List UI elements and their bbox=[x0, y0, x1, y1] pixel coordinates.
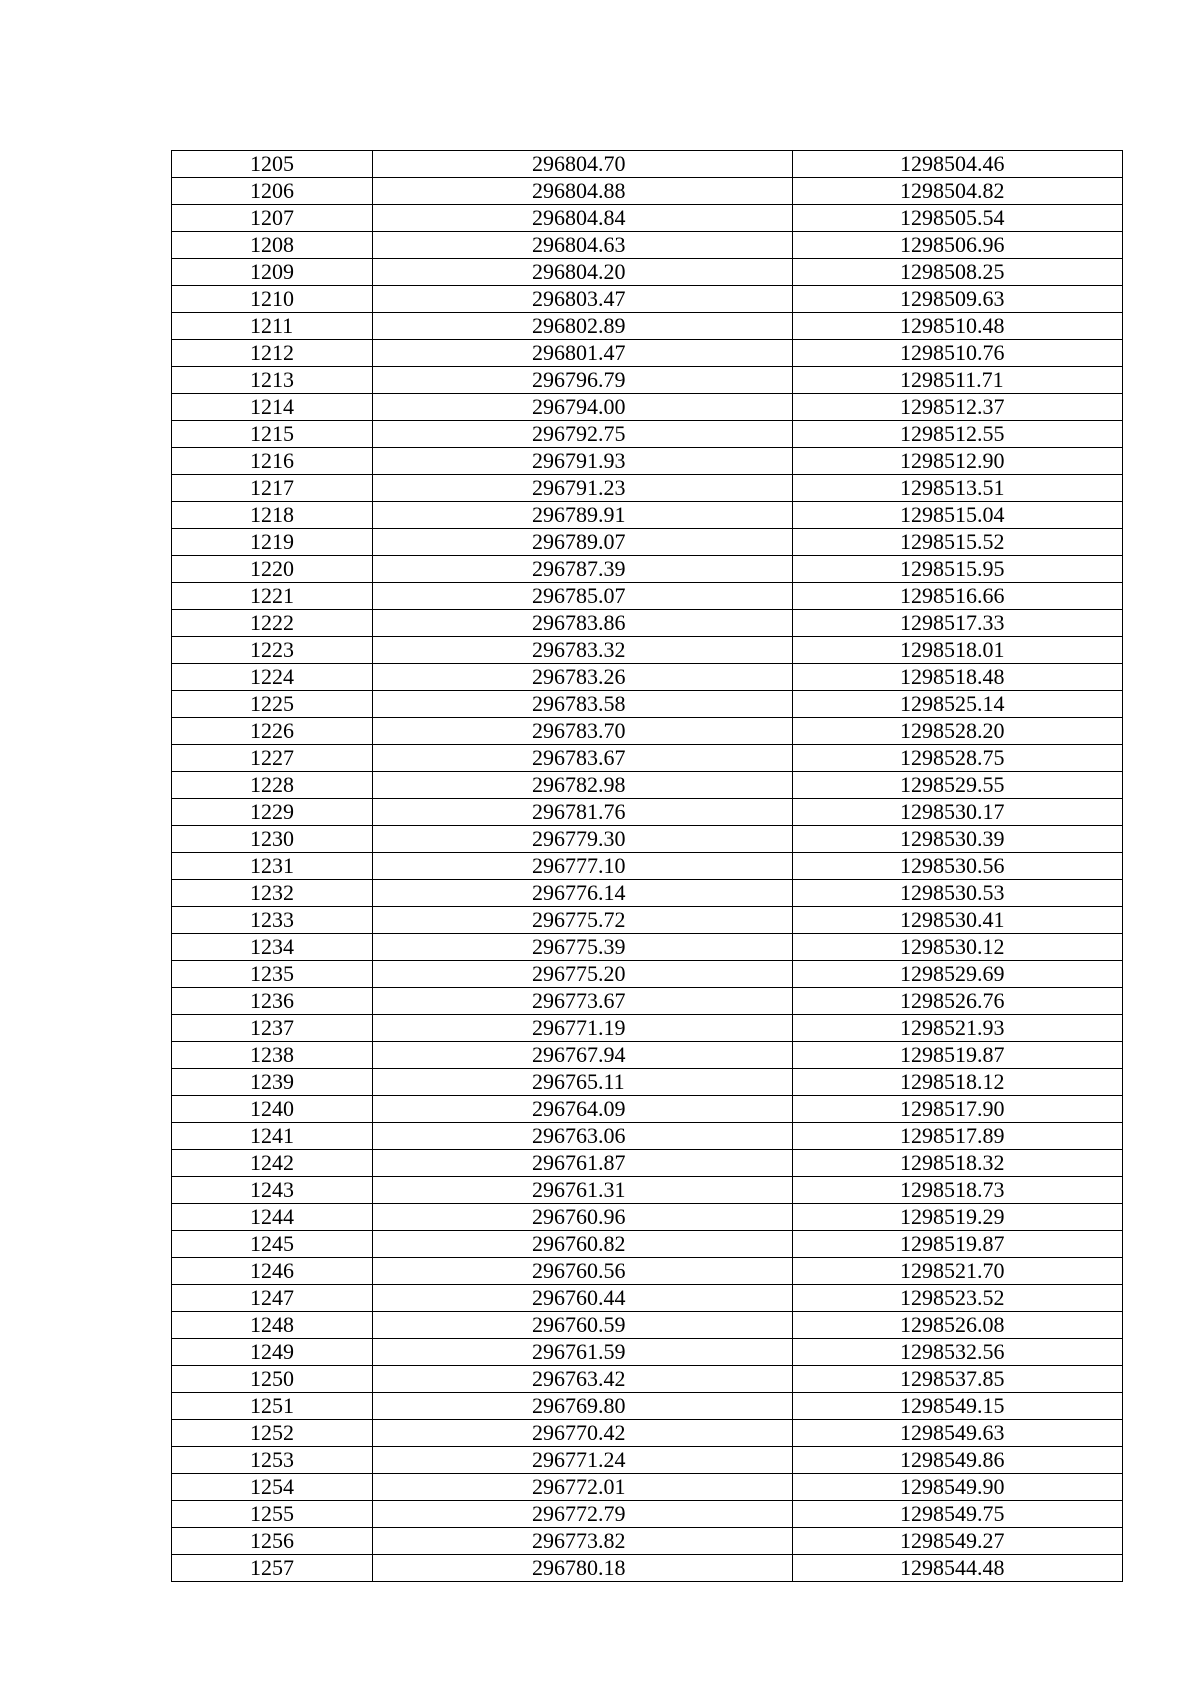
table-row bbox=[172, 1231, 1123, 1258]
x-coordinate-cell: 296760.59 bbox=[373, 1312, 793, 1339]
point-number-cell: 1215 bbox=[172, 421, 373, 448]
table-row bbox=[172, 1015, 1123, 1042]
x-coordinate-cell: 296782.98 bbox=[373, 772, 793, 799]
table-row bbox=[172, 1393, 1123, 1420]
table-row bbox=[172, 1204, 1123, 1231]
y-coordinate-cell: 1298530.17 bbox=[793, 799, 1123, 826]
x-coordinate-cell: 296783.67 bbox=[373, 745, 793, 772]
x-coordinate-cell: 296781.76 bbox=[373, 799, 793, 826]
y-coordinate-cell: 1298549.27 bbox=[793, 1528, 1123, 1555]
x-coordinate-cell: 296791.93 bbox=[373, 448, 793, 475]
point-number-cell: 1205 bbox=[172, 151, 373, 178]
x-coordinate-cell: 296804.63 bbox=[373, 232, 793, 259]
x-coordinate-cell: 296770.42 bbox=[373, 1420, 793, 1447]
y-coordinate-cell: 1298521.70 bbox=[793, 1258, 1123, 1285]
y-coordinate-cell: 1298549.86 bbox=[793, 1447, 1123, 1474]
table-row bbox=[172, 934, 1123, 961]
point-number-cell: 1236 bbox=[172, 988, 373, 1015]
y-coordinate-cell: 1298521.93 bbox=[793, 1015, 1123, 1042]
point-number-cell: 1227 bbox=[172, 745, 373, 772]
y-coordinate-cell: 1298528.20 bbox=[793, 718, 1123, 745]
table-row bbox=[172, 232, 1123, 259]
table-row bbox=[172, 610, 1123, 637]
point-number-cell: 1231 bbox=[172, 853, 373, 880]
x-coordinate-cell: 296772.01 bbox=[373, 1474, 793, 1501]
point-number-cell: 1218 bbox=[172, 502, 373, 529]
y-coordinate-cell: 1298544.48 bbox=[793, 1555, 1123, 1582]
table-row bbox=[172, 1177, 1123, 1204]
point-number-cell: 1213 bbox=[172, 367, 373, 394]
point-number-cell: 1228 bbox=[172, 772, 373, 799]
table-row bbox=[172, 1420, 1123, 1447]
point-number-cell: 1220 bbox=[172, 556, 373, 583]
table-row bbox=[172, 718, 1123, 745]
table-row bbox=[172, 1258, 1123, 1285]
y-coordinate-cell: 1298530.12 bbox=[793, 934, 1123, 961]
x-coordinate-cell: 296794.00 bbox=[373, 394, 793, 421]
y-coordinate-cell: 1298530.41 bbox=[793, 907, 1123, 934]
y-coordinate-cell: 1298549.63 bbox=[793, 1420, 1123, 1447]
point-number-cell: 1242 bbox=[172, 1150, 373, 1177]
x-coordinate-cell: 296783.26 bbox=[373, 664, 793, 691]
x-coordinate-cell: 296760.56 bbox=[373, 1258, 793, 1285]
table-row bbox=[172, 448, 1123, 475]
table-row bbox=[172, 1150, 1123, 1177]
x-coordinate-cell: 296804.70 bbox=[373, 151, 793, 178]
x-coordinate-cell: 296776.14 bbox=[373, 880, 793, 907]
x-coordinate-cell: 296765.11 bbox=[373, 1069, 793, 1096]
point-number-cell: 1252 bbox=[172, 1420, 373, 1447]
table-row bbox=[172, 178, 1123, 205]
coordinates-table-body bbox=[172, 151, 1123, 1582]
table-row bbox=[172, 1447, 1123, 1474]
y-coordinate-cell: 1298523.52 bbox=[793, 1285, 1123, 1312]
coordinates-table bbox=[171, 150, 1123, 1582]
y-coordinate-cell: 1298512.90 bbox=[793, 448, 1123, 475]
y-coordinate-cell: 1298530.53 bbox=[793, 880, 1123, 907]
y-coordinate-cell: 1298510.76 bbox=[793, 340, 1123, 367]
x-coordinate-cell: 296769.80 bbox=[373, 1393, 793, 1420]
x-coordinate-cell: 296804.84 bbox=[373, 205, 793, 232]
y-coordinate-cell: 1298504.82 bbox=[793, 178, 1123, 205]
y-coordinate-cell: 1298529.69 bbox=[793, 961, 1123, 988]
x-coordinate-cell: 296783.58 bbox=[373, 691, 793, 718]
table-row bbox=[172, 1312, 1123, 1339]
x-coordinate-cell: 296773.67 bbox=[373, 988, 793, 1015]
x-coordinate-cell: 296789.91 bbox=[373, 502, 793, 529]
point-number-cell: 1232 bbox=[172, 880, 373, 907]
x-coordinate-cell: 296760.82 bbox=[373, 1231, 793, 1258]
point-number-cell: 1219 bbox=[172, 529, 373, 556]
x-coordinate-cell: 296761.59 bbox=[373, 1339, 793, 1366]
point-number-cell: 1212 bbox=[172, 340, 373, 367]
table-row bbox=[172, 1501, 1123, 1528]
x-coordinate-cell: 296772.79 bbox=[373, 1501, 793, 1528]
table-row bbox=[172, 880, 1123, 907]
x-coordinate-cell: 296783.86 bbox=[373, 610, 793, 637]
table-row bbox=[172, 961, 1123, 988]
point-number-cell: 1256 bbox=[172, 1528, 373, 1555]
point-number-cell: 1257 bbox=[172, 1555, 373, 1582]
y-coordinate-cell: 1298505.54 bbox=[793, 205, 1123, 232]
x-coordinate-cell: 296771.19 bbox=[373, 1015, 793, 1042]
y-coordinate-cell: 1298515.52 bbox=[793, 529, 1123, 556]
point-number-cell: 1224 bbox=[172, 664, 373, 691]
x-coordinate-cell: 296779.30 bbox=[373, 826, 793, 853]
table-row bbox=[172, 1042, 1123, 1069]
table-row bbox=[172, 745, 1123, 772]
point-number-cell: 1222 bbox=[172, 610, 373, 637]
y-coordinate-cell: 1298549.15 bbox=[793, 1393, 1123, 1420]
x-coordinate-cell: 296802.89 bbox=[373, 313, 793, 340]
table-row bbox=[172, 583, 1123, 610]
x-coordinate-cell: 296801.47 bbox=[373, 340, 793, 367]
table-row bbox=[172, 151, 1123, 178]
point-number-cell: 1216 bbox=[172, 448, 373, 475]
y-coordinate-cell: 1298525.14 bbox=[793, 691, 1123, 718]
y-coordinate-cell: 1298515.95 bbox=[793, 556, 1123, 583]
point-number-cell: 1251 bbox=[172, 1393, 373, 1420]
table-row bbox=[172, 772, 1123, 799]
table-row bbox=[172, 1285, 1123, 1312]
x-coordinate-cell: 296792.75 bbox=[373, 421, 793, 448]
y-coordinate-cell: 1298518.48 bbox=[793, 664, 1123, 691]
y-coordinate-cell: 1298530.39 bbox=[793, 826, 1123, 853]
table-row bbox=[172, 205, 1123, 232]
point-number-cell: 1209 bbox=[172, 259, 373, 286]
table-row bbox=[172, 799, 1123, 826]
y-coordinate-cell: 1298528.75 bbox=[793, 745, 1123, 772]
x-coordinate-cell: 296761.31 bbox=[373, 1177, 793, 1204]
point-number-cell: 1243 bbox=[172, 1177, 373, 1204]
point-number-cell: 1248 bbox=[172, 1312, 373, 1339]
point-number-cell: 1229 bbox=[172, 799, 373, 826]
y-coordinate-cell: 1298515.04 bbox=[793, 502, 1123, 529]
point-number-cell: 1241 bbox=[172, 1123, 373, 1150]
point-number-cell: 1210 bbox=[172, 286, 373, 313]
y-coordinate-cell: 1298504.46 bbox=[793, 151, 1123, 178]
y-coordinate-cell: 1298529.55 bbox=[793, 772, 1123, 799]
table-row bbox=[172, 313, 1123, 340]
table-row bbox=[172, 1528, 1123, 1555]
point-number-cell: 1230 bbox=[172, 826, 373, 853]
x-coordinate-cell: 296775.20 bbox=[373, 961, 793, 988]
x-coordinate-cell: 296764.09 bbox=[373, 1096, 793, 1123]
table-row bbox=[172, 421, 1123, 448]
point-number-cell: 1225 bbox=[172, 691, 373, 718]
y-coordinate-cell: 1298549.90 bbox=[793, 1474, 1123, 1501]
y-coordinate-cell: 1298518.12 bbox=[793, 1069, 1123, 1096]
x-coordinate-cell: 296761.87 bbox=[373, 1150, 793, 1177]
y-coordinate-cell: 1298526.76 bbox=[793, 988, 1123, 1015]
x-coordinate-cell: 296796.79 bbox=[373, 367, 793, 394]
point-number-cell: 1238 bbox=[172, 1042, 373, 1069]
y-coordinate-cell: 1298549.75 bbox=[793, 1501, 1123, 1528]
y-coordinate-cell: 1298537.85 bbox=[793, 1366, 1123, 1393]
x-coordinate-cell: 296783.32 bbox=[373, 637, 793, 664]
x-coordinate-cell: 296760.44 bbox=[373, 1285, 793, 1312]
x-coordinate-cell: 296804.20 bbox=[373, 259, 793, 286]
table-row bbox=[172, 394, 1123, 421]
x-coordinate-cell: 296804.88 bbox=[373, 178, 793, 205]
point-number-cell: 1221 bbox=[172, 583, 373, 610]
y-coordinate-cell: 1298519.87 bbox=[793, 1231, 1123, 1258]
x-coordinate-cell: 296803.47 bbox=[373, 286, 793, 313]
y-coordinate-cell: 1298517.90 bbox=[793, 1096, 1123, 1123]
point-number-cell: 1235 bbox=[172, 961, 373, 988]
table-row bbox=[172, 1069, 1123, 1096]
point-number-cell: 1211 bbox=[172, 313, 373, 340]
y-coordinate-cell: 1298518.73 bbox=[793, 1177, 1123, 1204]
point-number-cell: 1217 bbox=[172, 475, 373, 502]
point-number-cell: 1246 bbox=[172, 1258, 373, 1285]
x-coordinate-cell: 296760.96 bbox=[373, 1204, 793, 1231]
y-coordinate-cell: 1298511.71 bbox=[793, 367, 1123, 394]
table-row bbox=[172, 691, 1123, 718]
table-row bbox=[172, 1366, 1123, 1393]
table-row bbox=[172, 907, 1123, 934]
point-number-cell: 1253 bbox=[172, 1447, 373, 1474]
y-coordinate-cell: 1298519.29 bbox=[793, 1204, 1123, 1231]
y-coordinate-cell: 1298512.37 bbox=[793, 394, 1123, 421]
point-number-cell: 1250 bbox=[172, 1366, 373, 1393]
y-coordinate-cell: 1298517.33 bbox=[793, 610, 1123, 637]
x-coordinate-cell: 296777.10 bbox=[373, 853, 793, 880]
point-number-cell: 1237 bbox=[172, 1015, 373, 1042]
point-number-cell: 1223 bbox=[172, 637, 373, 664]
table-row bbox=[172, 1123, 1123, 1150]
y-coordinate-cell: 1298517.89 bbox=[793, 1123, 1123, 1150]
table-row bbox=[172, 367, 1123, 394]
point-number-cell: 1245 bbox=[172, 1231, 373, 1258]
table-row bbox=[172, 1339, 1123, 1366]
y-coordinate-cell: 1298532.56 bbox=[793, 1339, 1123, 1366]
table-row bbox=[172, 988, 1123, 1015]
x-coordinate-cell: 296773.82 bbox=[373, 1528, 793, 1555]
x-coordinate-cell: 296783.70 bbox=[373, 718, 793, 745]
table-row bbox=[172, 475, 1123, 502]
table-row bbox=[172, 637, 1123, 664]
point-number-cell: 1249 bbox=[172, 1339, 373, 1366]
point-number-cell: 1234 bbox=[172, 934, 373, 961]
point-number-cell: 1206 bbox=[172, 178, 373, 205]
x-coordinate-cell: 296785.07 bbox=[373, 583, 793, 610]
y-coordinate-cell: 1298519.87 bbox=[793, 1042, 1123, 1069]
x-coordinate-cell: 296775.72 bbox=[373, 907, 793, 934]
x-coordinate-cell: 296763.06 bbox=[373, 1123, 793, 1150]
y-coordinate-cell: 1298508.25 bbox=[793, 259, 1123, 286]
point-number-cell: 1239 bbox=[172, 1069, 373, 1096]
y-coordinate-cell: 1298516.66 bbox=[793, 583, 1123, 610]
y-coordinate-cell: 1298526.08 bbox=[793, 1312, 1123, 1339]
y-coordinate-cell: 1298510.48 bbox=[793, 313, 1123, 340]
point-number-cell: 1208 bbox=[172, 232, 373, 259]
table-row bbox=[172, 340, 1123, 367]
table-row bbox=[172, 556, 1123, 583]
y-coordinate-cell: 1298512.55 bbox=[793, 421, 1123, 448]
y-coordinate-cell: 1298506.96 bbox=[793, 232, 1123, 259]
x-coordinate-cell: 296771.24 bbox=[373, 1447, 793, 1474]
point-number-cell: 1214 bbox=[172, 394, 373, 421]
y-coordinate-cell: 1298530.56 bbox=[793, 853, 1123, 880]
point-number-cell: 1226 bbox=[172, 718, 373, 745]
point-number-cell: 1207 bbox=[172, 205, 373, 232]
x-coordinate-cell: 296780.18 bbox=[373, 1555, 793, 1582]
point-number-cell: 1247 bbox=[172, 1285, 373, 1312]
y-coordinate-cell: 1298513.51 bbox=[793, 475, 1123, 502]
x-coordinate-cell: 296787.39 bbox=[373, 556, 793, 583]
table-row bbox=[172, 502, 1123, 529]
table-row bbox=[172, 853, 1123, 880]
table-row bbox=[172, 286, 1123, 313]
table-row bbox=[172, 1096, 1123, 1123]
x-coordinate-cell: 296775.39 bbox=[373, 934, 793, 961]
table-row bbox=[172, 259, 1123, 286]
table-row bbox=[172, 664, 1123, 691]
x-coordinate-cell: 296767.94 bbox=[373, 1042, 793, 1069]
y-coordinate-cell: 1298518.01 bbox=[793, 637, 1123, 664]
y-coordinate-cell: 1298518.32 bbox=[793, 1150, 1123, 1177]
point-number-cell: 1240 bbox=[172, 1096, 373, 1123]
table-row bbox=[172, 1474, 1123, 1501]
table-row bbox=[172, 529, 1123, 556]
table-row bbox=[172, 1555, 1123, 1582]
point-number-cell: 1233 bbox=[172, 907, 373, 934]
point-number-cell: 1255 bbox=[172, 1501, 373, 1528]
x-coordinate-cell: 296789.07 bbox=[373, 529, 793, 556]
table-row bbox=[172, 826, 1123, 853]
x-coordinate-cell: 296763.42 bbox=[373, 1366, 793, 1393]
point-number-cell: 1254 bbox=[172, 1474, 373, 1501]
y-coordinate-cell: 1298509.63 bbox=[793, 286, 1123, 313]
x-coordinate-cell: 296791.23 bbox=[373, 475, 793, 502]
point-number-cell: 1244 bbox=[172, 1204, 373, 1231]
